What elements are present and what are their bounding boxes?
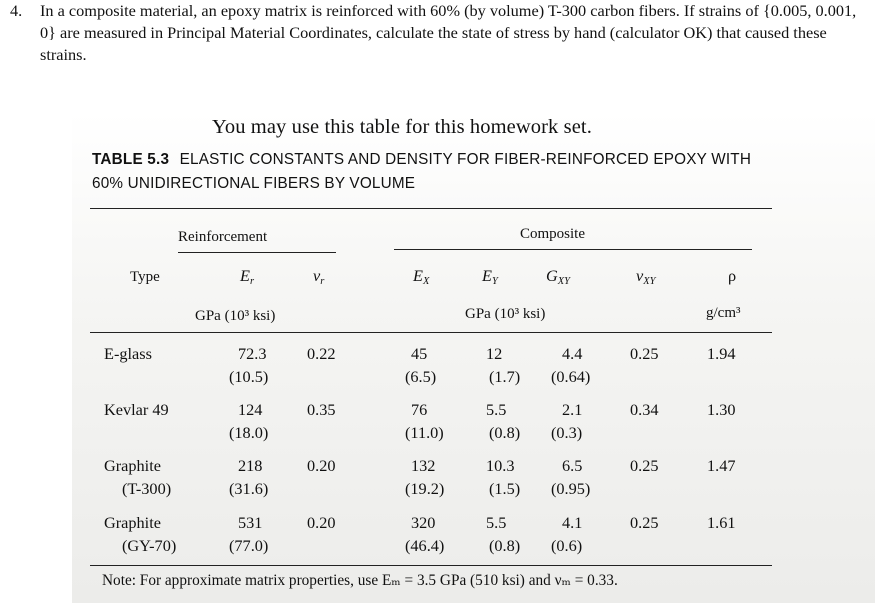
- cell-er-row-1: 72.3: [238, 344, 267, 363]
- cell-ex-row-2: 76: [411, 400, 428, 419]
- cell-rho-row-3: 1.47: [707, 456, 736, 475]
- table-title: ELASTIC CONSTANTS AND DENSITY FOR FIBER-REINFORCED EPOXY WITH 60% UNIDIRECTIONAL FIBERS BY VOLUME: [92, 151, 752, 192]
- cell-ex-row-4: 320: [411, 513, 436, 532]
- cell-ex-row-3: 132: [411, 456, 436, 475]
- col-vr: νr: [313, 266, 325, 287]
- cell-gxy-row-1: 4.4: [562, 344, 583, 363]
- cell-type-row-4: Graphite: [104, 513, 161, 532]
- cell-vr-row-1: 0.22: [307, 344, 336, 363]
- cell-type-row-1: E-glass: [104, 344, 152, 363]
- cell-er-row-3: 218: [238, 456, 263, 475]
- cell-vxy-row-1: 0.25: [630, 344, 659, 363]
- cell-ey-row-1: 12: [486, 344, 503, 363]
- cell-er-sub-row-3: (31.6): [229, 479, 269, 498]
- rule-top: [90, 208, 772, 209]
- cell-ex-row-1: 45: [411, 344, 428, 363]
- cell-vxy-row-3: 0.25: [630, 456, 659, 475]
- cell-type-sub-row-4: (GY-70): [122, 536, 177, 555]
- table-label: TABLE 5.3: [92, 151, 170, 168]
- rule-bottom: [90, 565, 772, 566]
- cell-ex-sub-row-4: (46.4): [405, 536, 445, 555]
- cell-gxy-sub-row-2: (0.3): [551, 423, 583, 442]
- rule-units: [90, 332, 772, 333]
- cell-ex-sub-row-2: (11.0): [405, 423, 444, 442]
- cell-ey-row-2: 5.5: [486, 400, 507, 419]
- cell-ey-sub-row-1: (1.7): [489, 367, 521, 386]
- cell-rho-row-4: 1.61: [707, 513, 736, 532]
- cell-type-sub-row-3: (T-300): [122, 479, 172, 498]
- table-caption: [92, 148, 772, 196]
- cell-gxy-row-4: 4.1: [562, 513, 583, 532]
- cell-type-row-3: Graphite: [104, 456, 161, 475]
- cell-gxy-sub-row-4: (0.6): [551, 536, 583, 555]
- cell-vr-row-3: 0.20: [307, 456, 336, 475]
- cell-gxy-sub-row-3: (0.95): [551, 479, 591, 498]
- unit-composite: GPa (10³ ksi): [465, 306, 546, 322]
- cell-ey-row-4: 5.5: [486, 513, 507, 532]
- col-gxy: GXY: [546, 266, 571, 287]
- col-ey: EY: [482, 266, 498, 287]
- cell-ey-sub-row-3: (1.5): [489, 479, 521, 498]
- cell-gxy-row-2: 2.1: [562, 400, 583, 419]
- cell-er-sub-row-4: (77.0): [229, 536, 269, 555]
- rule-composite: [394, 249, 752, 250]
- cell-ex-sub-row-3: (19.2): [405, 479, 445, 498]
- cell-er-row-4: 531: [238, 513, 263, 532]
- table-note: Note: For approximate matrix properties, use Eₘ = 3.5 GPa (510 ksi) and νₘ = 0.33.: [102, 572, 618, 589]
- cell-gxy-sub-row-1: (0.64): [551, 367, 591, 386]
- table-intro: You may use this table for this homework set.: [212, 116, 592, 138]
- cell-er-sub-row-1: (10.5): [229, 367, 269, 386]
- cell-vr-row-2: 0.35: [307, 400, 336, 419]
- cell-vxy-row-2: 0.34: [630, 400, 659, 419]
- cell-gxy-row-3: 6.5: [562, 456, 583, 475]
- cell-rho-row-2: 1.30: [707, 400, 736, 419]
- cell-er-sub-row-2: (18.0): [229, 423, 269, 442]
- cell-rho-row-1: 1.94: [707, 344, 736, 363]
- col-er: Er: [240, 266, 255, 287]
- unit-density: g/cm³: [706, 305, 741, 321]
- problem-number: 4.: [10, 1, 23, 20]
- cell-ey-sub-row-2: (0.8): [489, 423, 521, 442]
- cell-ex-sub-row-1: (6.5): [405, 367, 437, 386]
- cell-ey-sub-row-4: (0.8): [489, 536, 521, 555]
- unit-reinforcement: GPa (10³ ksi): [195, 308, 276, 324]
- cell-type-row-2: Kevlar 49: [104, 400, 169, 419]
- cell-vxy-row-4: 0.25: [630, 513, 659, 532]
- group-composite: Composite: [520, 226, 586, 242]
- col-ex: EX: [413, 266, 430, 287]
- cell-vr-row-4: 0.20: [307, 513, 336, 532]
- group-reinforcement: Reinforcement: [178, 229, 268, 245]
- cell-ey-row-3: 10.3: [486, 456, 515, 475]
- rule-reinforcement: [178, 252, 336, 253]
- problem-text: In a composite material, an epoxy matrix is reinforced with 60% (by volume) T-300 carbon fibers. If strains of {0.005, 0.001, 0} are measured in Principal Material Coordinates, calculate the state of stress by hand (calculator OK) that caused these strains.: [40, 1, 857, 64]
- col-rho: ρ: [728, 266, 737, 285]
- col-vxy: νXY: [636, 266, 656, 287]
- cell-er-row-2: 124: [238, 400, 263, 419]
- col-type: Type: [130, 269, 160, 285]
